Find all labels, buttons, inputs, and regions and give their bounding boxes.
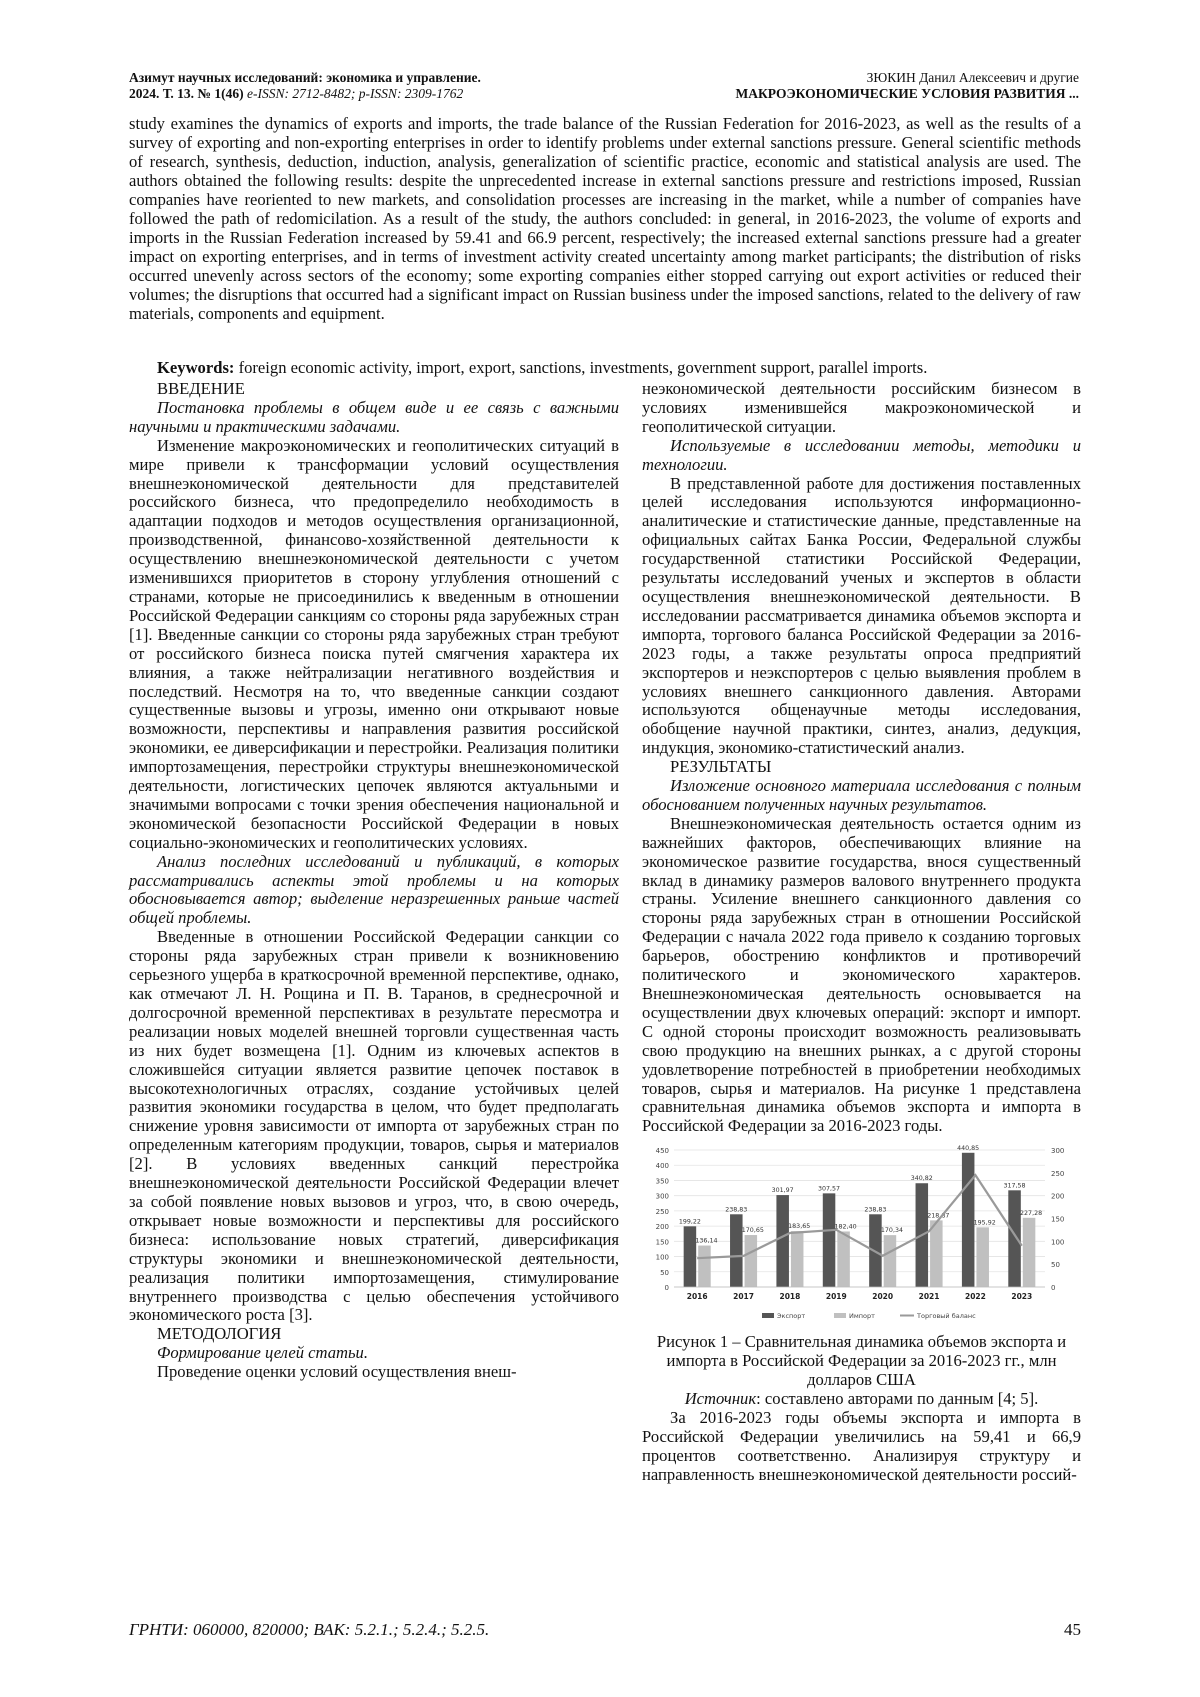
x-tick-label: 2020 (872, 1292, 894, 1302)
x-tick-label: 2021 (918, 1292, 940, 1302)
data-label-import: 195,92 (973, 1219, 996, 1227)
paragraph: Введенные в отношении Российской Федерации санкции со стороны ряда зарубежных стран привели к возникновению серьезного ущерба в краткосрочной временной перспективе, однако, как отмечают Л. Н. Рощина и П. В. Таранов, в среднесрочной и долгосрочной временной перспективах в результате пересмотра и реализации новых моделей внешней торговли существенная часть из них будет возмещена [1]. Одним из ключевых аспектов в сложившейся ситуации является развитие цепочек поставок в высокотехнологичных отраслях, создание устойчивых целей развития экономики государства в целом, что будет предполагать снижение уровня зависимости от импорта от зарубежных стран по определенным категориям продукции, товаров, сырья и материалов [2]. В условиях введенных санкций перестройка внешнеэкономической деятельности Российской Федерации влечет за собой появление новых вызовов и угроз, что, в свою очередь, открывает новые возможности и перспективы для российского бизнеса: использование новых стратегий, диверсификация структуры экономики и внешнеэкономической деятельности, реализация политики импортозамещения, стимулирование внутреннего производства с целью обеспечения устойчивого экономического роста [3]. (129, 927, 619, 1325)
article-authors: ЗЮКИН Данил Алексеевич и другие (866, 70, 1079, 85)
bar-import (930, 1221, 943, 1288)
data-label-import: 136,14 (695, 1237, 718, 1245)
keywords-label: Keywords: (157, 358, 235, 377)
page-number: 45 (1064, 1620, 1081, 1639)
legend-swatch (834, 1313, 846, 1318)
paragraph: неэкономической деятельности российским бизнесом в условиях изменившейся макроэкономической и геополитической ситуации. (642, 379, 1081, 436)
data-label-export: 238,83 (864, 1206, 887, 1214)
y-left-tick-label: 150 (655, 1238, 669, 1247)
subheading-analysis: Анализ последних исследований и публикаций, в которых рассматривались аспекты этой проблемы и на которых обосновывается автор; выделение неразрешенных раньше частей общей проблемы. (129, 851, 619, 928)
bar-import (837, 1232, 850, 1288)
y-left-tick-label: 450 (655, 1147, 669, 1156)
data-label-export: 307,57 (818, 1185, 841, 1193)
y-right-tick-label: 50 (1051, 1261, 1060, 1270)
y-right-tick-label: 300 (1051, 1147, 1065, 1156)
figure-caption: Рисунок 1 – Сравнительная динамика объемов экспорта и импорта в Российской Федерации за 2016-2023 гг., млн долларов США (656, 1332, 1067, 1390)
legend-label: Торговый баланс (917, 1312, 976, 1321)
bar-export (823, 1194, 836, 1288)
heading-introduction: ВВЕДЕНИЕ (157, 379, 245, 398)
bar-export (1008, 1191, 1021, 1288)
bar-export (962, 1153, 975, 1287)
article-header (736, 70, 1079, 102)
data-label-import: 218,87 (927, 1212, 950, 1220)
data-label-export: 317,58 (1003, 1182, 1026, 1190)
legend-label: Экспорт (777, 1312, 806, 1321)
bar-import (745, 1235, 758, 1287)
x-tick-label: 2016 (686, 1292, 708, 1302)
bar-import (1023, 1218, 1036, 1287)
keywords-text: foreign economic activity, import, export, sanctions, investments, government support, parallel imports. (234, 358, 928, 377)
data-label-export: 340,82 (910, 1175, 933, 1183)
data-label-export: 199,22 (678, 1218, 701, 1226)
right-column (642, 380, 1081, 1485)
source-label: Источник (684, 1388, 757, 1408)
x-tick-label: 2017 (733, 1292, 754, 1302)
bar-import (884, 1235, 897, 1287)
data-label-export: 301,97 (771, 1187, 794, 1195)
heading-results: РЕЗУЛЬТАТЫ (670, 757, 772, 777)
paragraph: Изменение макроэкономических и геополитических ситуаций в мире привели к трансформации условий осуществления внешнеэкономической деятельности для представителей российского бизнеса, что предопределило необходимость в адаптации подходов и методов осуществления организационной, производственной, финансово-хозяйственной деятельности к осуществлению внешнеэкономической деятельности с учетом изменившихся приоритетов в сторону углубления отношений с странами, которые не присоединились к введенным в отношении Российской Федерации санкциям со стороны ряда зарубежных стран [1]. Введенные санкции со стороны ряда зарубежных стран требуют от российского бизнеса поиска путей смягчения характера их влияния, а также нейтрализации негативного воздействия и последствий. Несмотря на то, что введенные санкции создают существенные вызовы и угрозы, именно они открывают новые возможности, перспективы и направления развития российской экономики, ее диверсификации и перестройки. Реализация политики импортозамещения, перестройки структуры внешнеэкономической деятельности, логистических цепочек являются актуальными и значимыми вопросами с точки зрения обеспечения национальной и экономической безопасности Российской Федерации в новых социально-экономических и геополитических условиях. (129, 435, 619, 852)
y-left-tick-label: 400 (655, 1162, 669, 1171)
legend-label: Импорт (849, 1312, 875, 1321)
x-tick-label: 2019 (825, 1292, 847, 1302)
data-label-import: 183,65 (788, 1223, 811, 1231)
y-left-tick-label: 100 (655, 1253, 669, 1262)
y-right-tick-label: 250 (1051, 1170, 1065, 1179)
bar-import (791, 1231, 804, 1287)
abstract-en (129, 114, 1081, 323)
journal-header (129, 70, 481, 102)
footer-codes: ГРНТИ: 060000, 820000; ВАК: 5.2.1.; 5.2.4.; 5.2.5. (129, 1620, 490, 1639)
page-footer (129, 1620, 1081, 1640)
bar-export (730, 1215, 743, 1288)
y-left-tick-label: 0 (664, 1284, 669, 1293)
data-label-import: 182,40 (834, 1223, 857, 1231)
paragraph: За 2016-2023 годы объемы экспорта и импорта в Российской Федерации увеличились на 59,41 и 66,9 процентов соответственно. Анализируя структуру и направленность внешнеэкономической деятельности россий- (642, 1407, 1081, 1484)
subheading-goals: Формирование целей статьи. (157, 1343, 368, 1363)
journal-name: Азимут научных исследований: экономика и управление. (129, 70, 481, 85)
y-left-tick-label: 250 (655, 1208, 669, 1217)
y-left-tick-label: 200 (655, 1223, 669, 1232)
journal-issn: e-ISSN: 2712-8482; p-ISSN: 2309-1762 (243, 86, 464, 101)
keywords (157, 358, 1087, 377)
y-right-tick-label: 150 (1051, 1215, 1065, 1224)
bar-import (976, 1228, 989, 1288)
y-left-tick-label: 300 (655, 1192, 669, 1201)
abstract-text: study examines the dynamics of exports and imports, the trade balance of the Russian Federation for 2016-2023, as well as the results of a survey of exporting and non-exporting enterprises in order to identify problems under external sanctions pressure. General scientific methods of research, synthesis, deduction, induction, analysis, generalization of scientific practice, economic and statistical analysis are used. The authors obtained the following results: despite the unprecedented increase in external sanctions pressure and restrictions imposed, Russian companies have reoriented to new markets, and consolidation processes are increasing in the market, while a number of companies have followed the path of redomicilation. As a result of the study, the authors concluded: in general, in 2016-2023, the volume of exports and imports in the Russian Federation increased by 59.41 and 66.9 percent, respectively; the increased external sanctions pressure had a greater impact on exporting enterprises, and in terms of investment activity created uncertainty among market participants; the distribution of risks occurred unevenly across sectors of the economy; some exporting companies either stopped carrying out export activities or reduced their volumes; the disruptions that occurred had a significant impact on Russian business under the imposed sanctions, related to the delivery of raw materials, components and equipment. (129, 114, 1081, 323)
y-right-tick-label: 100 (1051, 1238, 1065, 1247)
legend-swatch (762, 1313, 774, 1318)
data-label-import: 227,28 (1020, 1210, 1043, 1218)
y-right-tick-label: 0 (1051, 1284, 1056, 1293)
paragraph: Внешнеэкономическая деятельность остается одним из важнейших факторов, обеспечивающих влияние на экономическое развитие государства, внося существенный вклад в динамику размеров валового внутреннего продукта страны. Усиление внешнего санкционного давления со стороны ряда зарубежных стран в отношении Российской Федерации с начала 2022 года привело к созданию торговых барьеров, обострению конфликтов и противоречий политического и экономического характеров. Внешнеэкономическая деятельность основывается на осуществлении двух ключевых операций: экспорт и импорт. С одной стороны происходит возможность реализовывать свою продукцию на внешних рынках, а с другой стороны удовлетворение потребностей в приобретении необходимых товаров, сырья и материалов. На рисунке 1 представлена сравнительная динамика объемов экспорта и импорта в Российской Федерации за 2016-2023 годы. (642, 813, 1081, 1136)
paragraph: Проведение оценки условий осуществления внеш- (157, 1362, 517, 1382)
figure-1-chart (642, 1142, 1081, 1327)
paragraph: В представленной работе для достижения поставленных целей исследования используются информационно-аналитические и статистические данные, представленные на официальных сайтах Банка России, Федеральной службы государственной статистики Российской Федерации, результаты исследований ученых и экспертов в области осуществления внешнеэкономической деятельности. В исследовании рассматривается динамика объемов экспорта и импорта, торгового баланса Российской Федерации за 2016-2023 годы, а также результаты опроса предприятий экспортеров и неэкспортеров с целью выявления проблем в условиях внешнего санкционного давления. Авторами используются общенаучные методы исследования, обобщение научной практики, синтез, анализ, дедукция, индукция, экономико-статистический анализ. (642, 473, 1081, 758)
x-tick-label: 2018 (779, 1292, 801, 1302)
x-tick-label: 2023 (1011, 1292, 1033, 1302)
y-left-tick-label: 350 (655, 1177, 669, 1186)
bar-import (698, 1246, 711, 1287)
x-tick-label: 2022 (965, 1292, 986, 1302)
journal-issue: 2024. Т. 13. № 1(46) (129, 86, 244, 101)
bar-export (776, 1195, 789, 1287)
heading-methodology: МЕТОДОЛОГИЯ (157, 1324, 282, 1344)
source-text: : составлено авторами по данным [4; 5]. (756, 1388, 1039, 1408)
article-title-short: МАКРОЭКОНОМИЧЕСКИЕ УСЛОВИЯ РАЗВИТИЯ ... (735, 86, 1079, 101)
data-label-import: 170,65 (741, 1227, 764, 1235)
subheading-methods: Используемые в исследовании методы, методики и технологии. (642, 435, 1081, 474)
subheading-problem: Постановка проблемы в общем виде и ее связь с важными научными и практическими задачами. (129, 397, 619, 436)
data-label-export: 238,83 (725, 1206, 748, 1214)
subheading-results: Изложение основного материала исследования с полным обоснованием полученных научных результатов. (642, 776, 1081, 814)
left-column (129, 380, 619, 1382)
data-label-export: 440,85 (957, 1145, 980, 1153)
y-left-tick-label: 50 (660, 1269, 669, 1278)
figure-source (642, 1390, 1081, 1409)
y-right-tick-label: 200 (1051, 1192, 1065, 1201)
data-label-import: 170,34 (880, 1227, 903, 1235)
bar-export (684, 1227, 697, 1288)
